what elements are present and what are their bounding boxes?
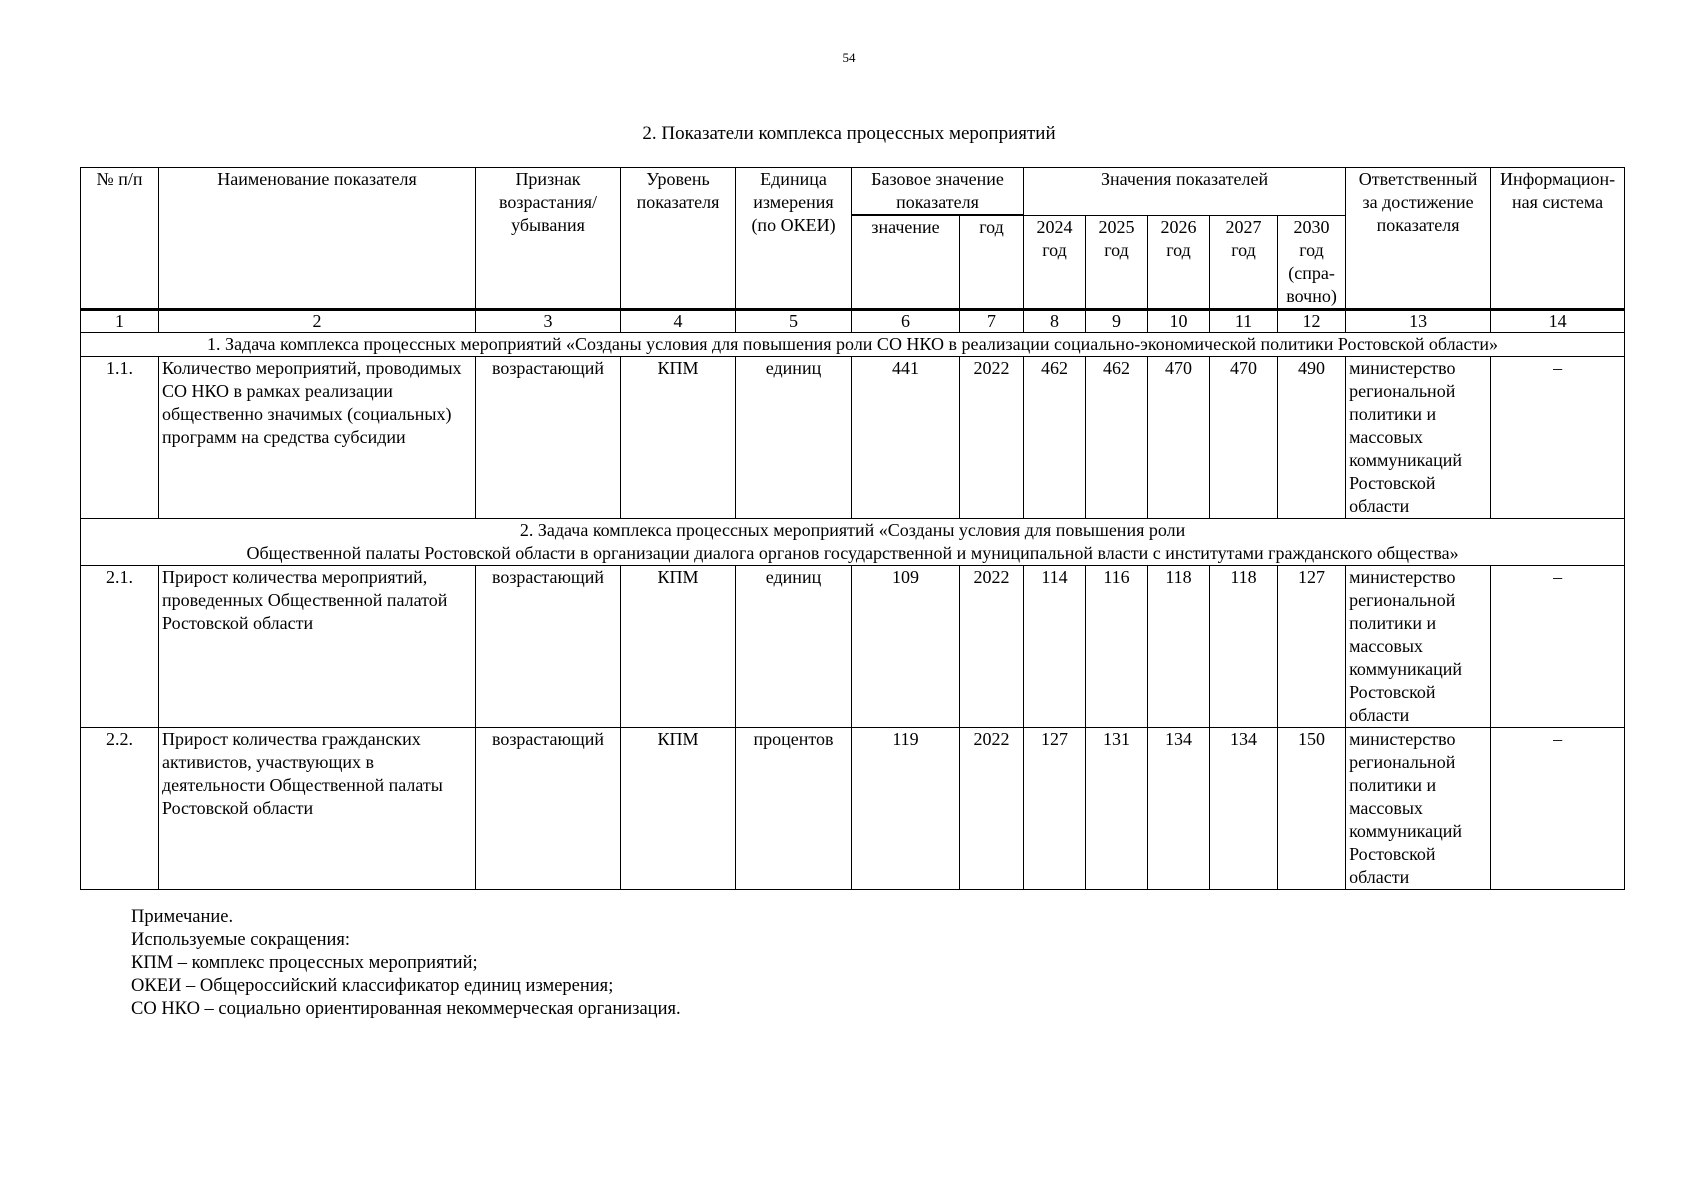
col-number: 5 bbox=[736, 310, 852, 333]
task-2-line-2: Общественной палаты Ростовской области в организации диалога органов государственной и муниципальной власти с институтами гражданского общества» bbox=[246, 543, 1459, 563]
row-num: 2.1. bbox=[81, 566, 159, 728]
row-num: 1.1. bbox=[81, 357, 159, 519]
row-value-2027: 118 bbox=[1210, 566, 1278, 728]
row-value-2024: 114 bbox=[1024, 566, 1086, 728]
row-base-year: 2022 bbox=[960, 728, 1024, 890]
header-2025: 2025 год bbox=[1086, 216, 1148, 310]
row-value-2024: 462 bbox=[1024, 357, 1086, 519]
row-level: КПМ bbox=[621, 566, 736, 728]
header-2026: 2026 год bbox=[1148, 216, 1210, 310]
task-row-1 bbox=[81, 333, 1625, 357]
indicators-table bbox=[80, 167, 1625, 890]
row-name: Количество мероприятий, проводимых СО НКО в рамках реализации общественно значимых (социальных) программ на средства субсидии bbox=[159, 357, 476, 519]
row-unit: единиц bbox=[736, 357, 852, 519]
col-number: 1 bbox=[81, 310, 159, 333]
row-unit: единиц bbox=[736, 566, 852, 728]
header-base-value: значение bbox=[852, 216, 960, 310]
note-line: ОКЕИ – Общероссийский классификатор единиц измерения; bbox=[131, 976, 614, 996]
row-base-value: 441 bbox=[852, 357, 960, 519]
col-number: 12 bbox=[1278, 310, 1346, 333]
header-row-1 bbox=[81, 168, 1625, 215]
header-responsible: Ответственный за достижение показателя bbox=[1346, 168, 1491, 310]
col-number: 14 bbox=[1491, 310, 1625, 333]
page-title: 2. Показатели комплекса процессных мероприятий bbox=[642, 123, 1056, 144]
row-value-2025: 116 bbox=[1086, 566, 1148, 728]
header-2024: 2024 год bbox=[1024, 216, 1086, 310]
row-responsible: министерство региональной политики и массовых коммуникаций Ростовской области bbox=[1346, 357, 1491, 519]
header-2027: 2027 год bbox=[1210, 216, 1278, 310]
row-base-year: 2022 bbox=[960, 357, 1024, 519]
row-value-2025: 131 bbox=[1086, 728, 1148, 890]
col-number: 7 bbox=[960, 310, 1024, 333]
row-value-2030: 490 bbox=[1278, 357, 1346, 519]
note-line: КПМ – комплекс процессных мероприятий; bbox=[131, 953, 478, 973]
task-2-title bbox=[81, 519, 1625, 566]
page-number: 54 bbox=[842, 50, 856, 65]
row-infosys: – bbox=[1491, 728, 1625, 890]
row-responsible: министерство региональной политики и массовых коммуникаций Ростовской области bbox=[1346, 728, 1491, 890]
header-sign: Признак возрастания/ убывания bbox=[476, 168, 621, 310]
note-line: СО НКО – социально ориентированная некоммерческая организация. bbox=[131, 999, 681, 1019]
header-values: Значения показателей bbox=[1024, 168, 1346, 216]
header-base: Базовое значение показателя bbox=[852, 168, 1024, 215]
row-level: КПМ bbox=[621, 357, 736, 519]
table-row bbox=[81, 566, 1625, 728]
row-base-value: 109 bbox=[852, 566, 960, 728]
row-value-2025: 462 bbox=[1086, 357, 1148, 519]
task-1-title: 1. Задача комплекса процессных мероприятий «Созданы условия для повышения роли СО НКО в реализации социально-экономической политики Ростовской области» bbox=[81, 333, 1625, 357]
column-numbers-row bbox=[81, 310, 1625, 333]
header-base-year: год bbox=[960, 216, 1024, 310]
col-number: 10 bbox=[1148, 310, 1210, 333]
row-responsible: министерство региональной политики и массовых коммуникаций Ростовской области bbox=[1346, 566, 1491, 728]
col-number: 8 bbox=[1024, 310, 1086, 333]
table-row bbox=[81, 728, 1625, 890]
header-2030: 2030 год (спра-вочно) bbox=[1278, 216, 1346, 310]
row-name: Прирост количества гражданских активистов, участвующих в деятельности Общественной палаты Ростовской области bbox=[159, 728, 476, 890]
row-unit: процентов bbox=[736, 728, 852, 890]
row-value-2030: 150 bbox=[1278, 728, 1346, 890]
col-number: 4 bbox=[621, 310, 736, 333]
row-num: 2.2. bbox=[81, 728, 159, 890]
row-sign: возрастающий bbox=[476, 728, 621, 890]
row-value-2026: 118 bbox=[1148, 566, 1210, 728]
note-line: Примечание. bbox=[131, 907, 234, 927]
row-infosys: – bbox=[1491, 566, 1625, 728]
task-2-line-1: 2. Задача комплекса процессных мероприятий «Созданы условия для повышения роли bbox=[519, 520, 1186, 540]
col-number: 3 bbox=[476, 310, 621, 333]
header-level: Уровень показателя bbox=[621, 168, 736, 310]
row-value-2024: 127 bbox=[1024, 728, 1086, 890]
row-name: Прирост количества мероприятий, проведенных Общественной палатой Ростовской области bbox=[159, 566, 476, 728]
row-value-2026: 470 bbox=[1148, 357, 1210, 519]
header-num: № п/п bbox=[81, 168, 159, 310]
row-sign: возрастающий bbox=[476, 566, 621, 728]
notes-block bbox=[131, 906, 681, 1021]
col-number: 2 bbox=[159, 310, 476, 333]
table-row bbox=[81, 357, 1625, 519]
col-number: 11 bbox=[1210, 310, 1278, 333]
header-name: Наименование показателя bbox=[159, 168, 476, 310]
row-value-2027: 470 bbox=[1210, 357, 1278, 519]
row-level: КПМ bbox=[621, 728, 736, 890]
note-line: Используемые сокращения: bbox=[131, 930, 351, 950]
col-number: 9 bbox=[1086, 310, 1148, 333]
task-row-2 bbox=[81, 519, 1625, 566]
row-value-2027: 134 bbox=[1210, 728, 1278, 890]
row-base-year: 2022 bbox=[960, 566, 1024, 728]
row-infosys: – bbox=[1491, 357, 1625, 519]
row-value-2030: 127 bbox=[1278, 566, 1346, 728]
row-sign: возрастающий bbox=[476, 357, 621, 519]
col-number: 13 bbox=[1346, 310, 1491, 333]
row-base-value: 119 bbox=[852, 728, 960, 890]
row-value-2026: 134 bbox=[1148, 728, 1210, 890]
col-number: 6 bbox=[852, 310, 960, 333]
header-unit: Единица измерения (по ОКЕИ) bbox=[736, 168, 852, 310]
header-infosys: Информацион-ная система bbox=[1491, 168, 1625, 310]
